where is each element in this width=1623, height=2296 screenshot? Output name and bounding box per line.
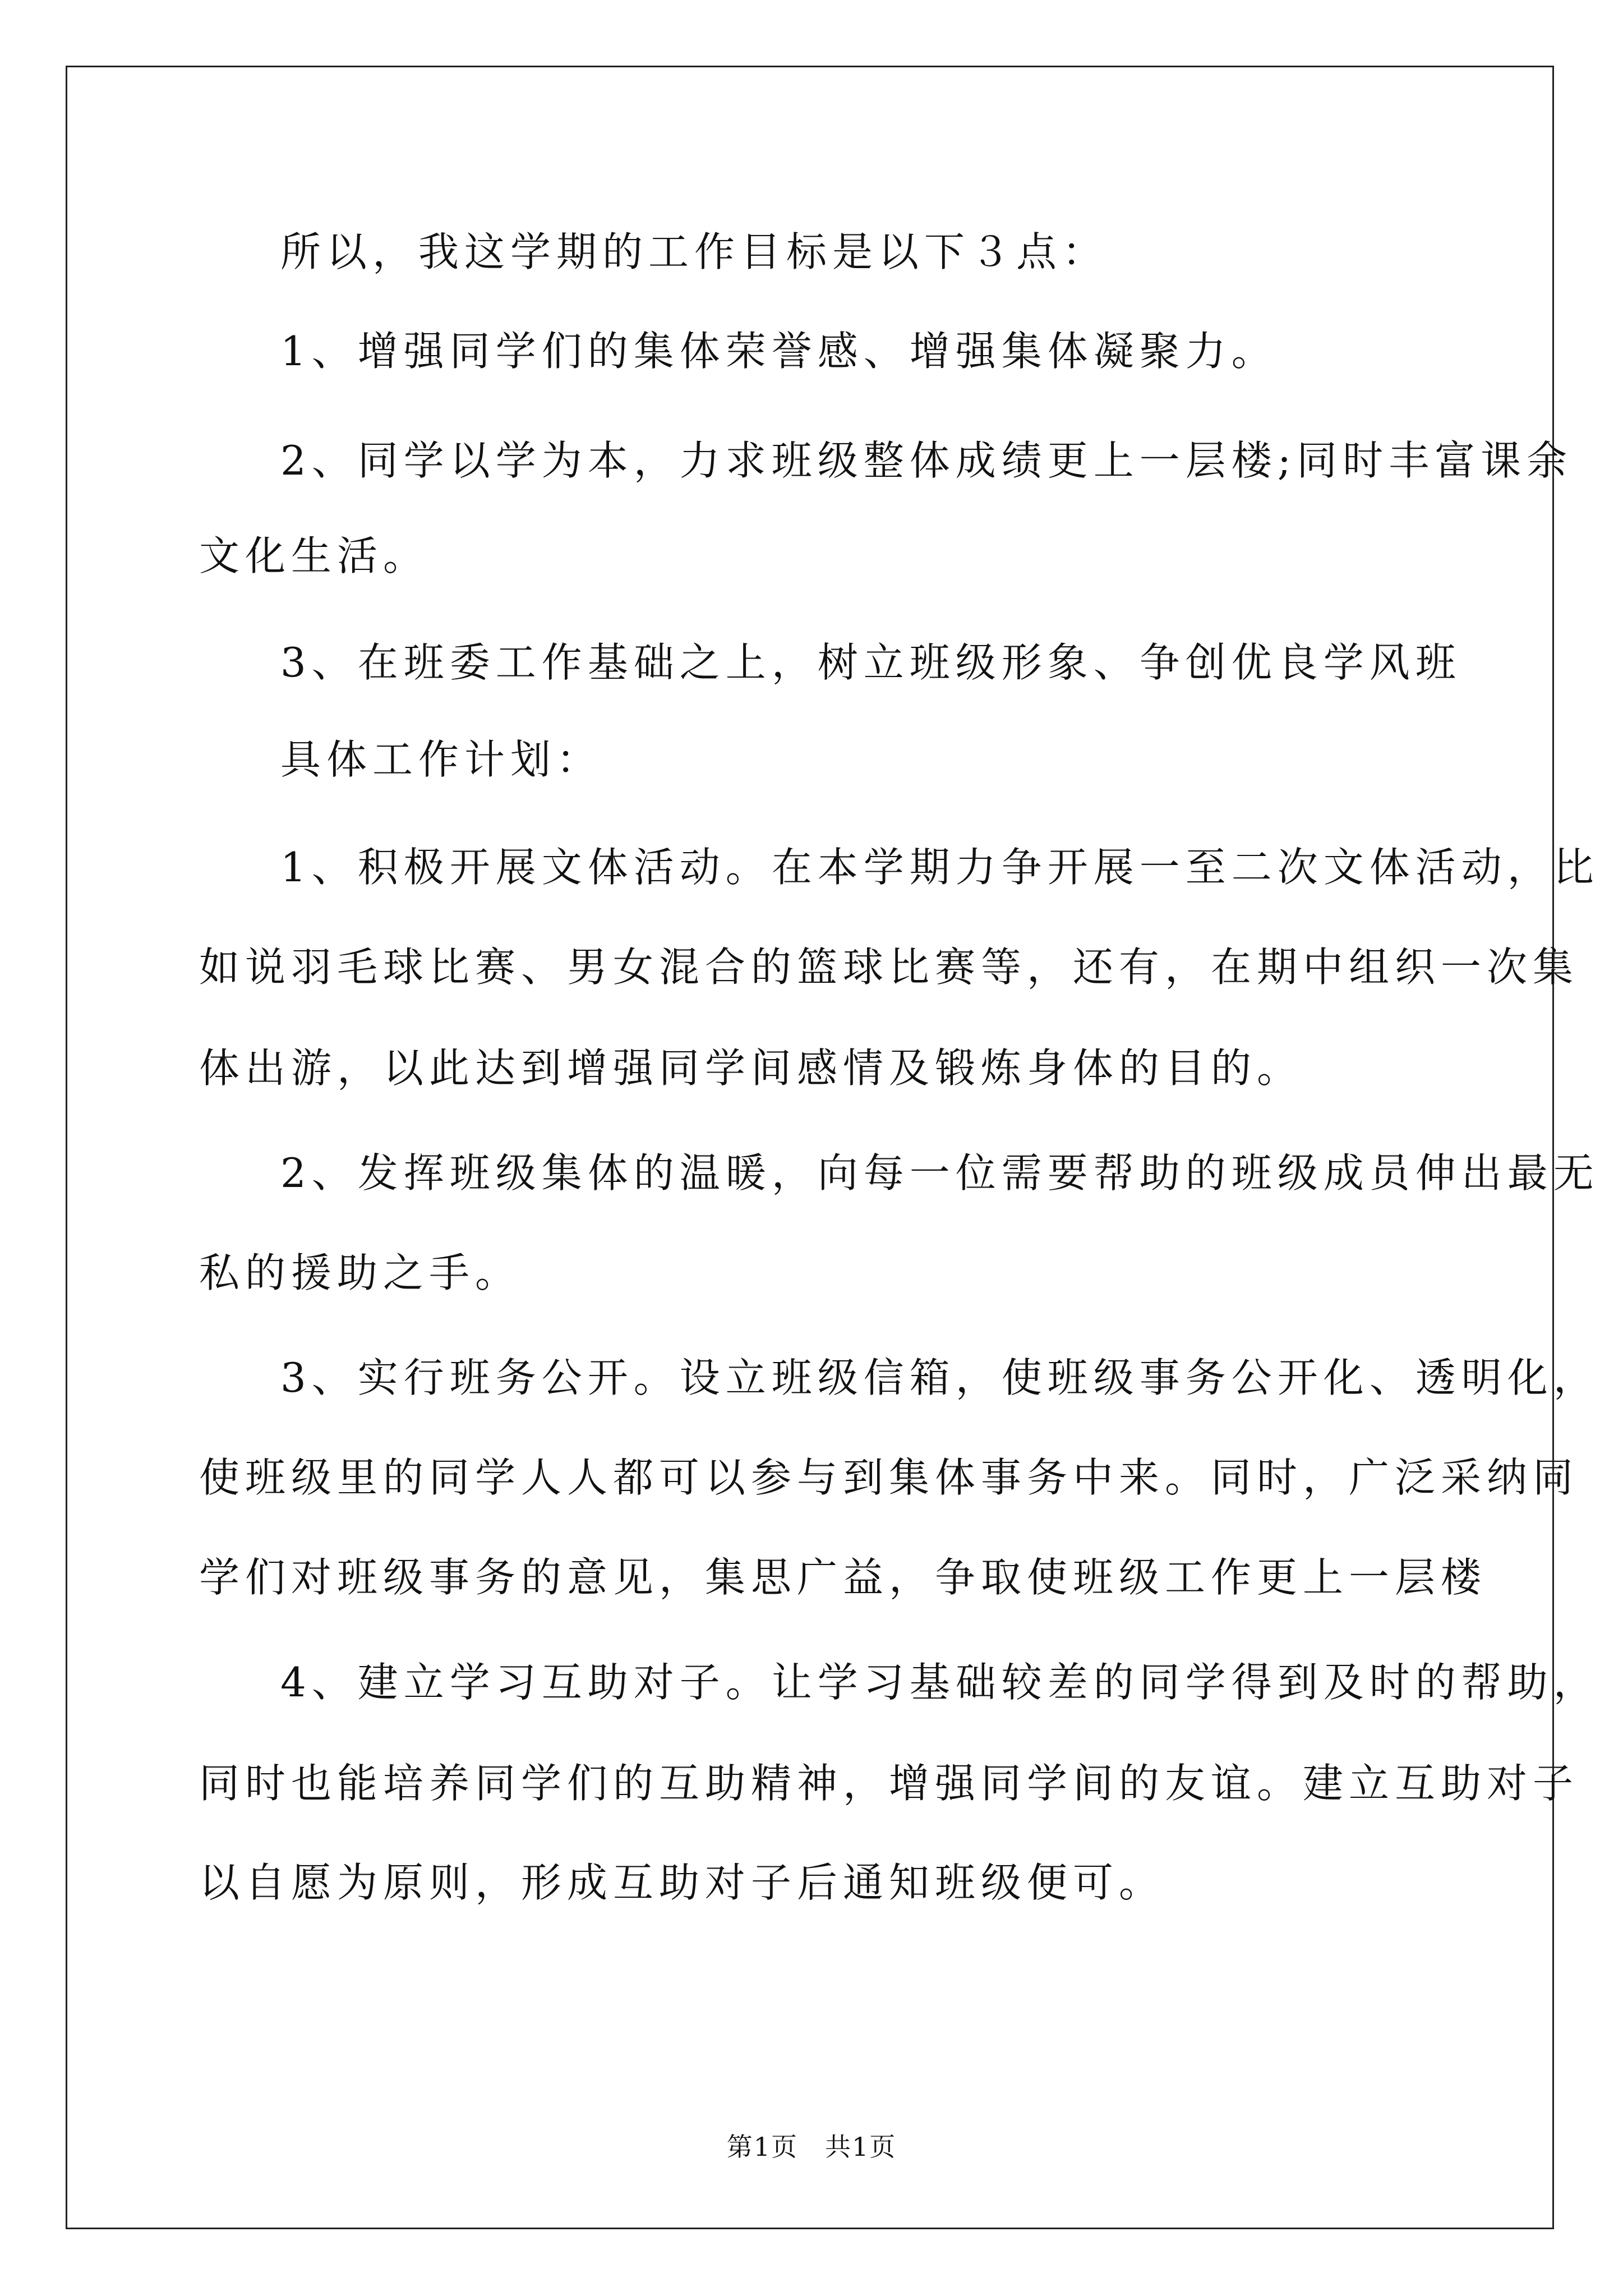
plan-item-4-line-1: 4、建立学习互助对子。让学习基础较差的同学得到及时的帮助， [280,1659,1599,1706]
plan-item-3-line-2: 使班级里的同学人人都可以参与到集体事务中来。同时，广泛采纳同 [199,1454,1579,1501]
plan-item-1-line-1: 1、积极开展文体活动。在本学期力争开展一至二次文体活动，比 [280,844,1599,891]
plan-item-3-line-3: 学们对班级事务的意见，集思广益，争取使班级工作更上一层楼 [199,1554,1487,1601]
plan-item-3-line-1: 3、实行班务公开。设立班级信箱，使班级事务公开化、透明化， [280,1354,1599,1401]
paragraph-intro: 所以，我这学期的工作目标是以下３点： [280,228,1109,275]
goal-item-1: 1、增强同学们的集体荣誉感、增强集体凝聚力。 [280,328,1278,375]
goal-item-2-line-1: 2、同学以学为本，力求班级整体成绩更上一层楼;同时丰富课余 [280,437,1573,484]
plan-item-4-line-3: 以自愿为原则，形成互助对子后通知班级便可。 [199,1859,1165,1906]
goal-item-2-line-2: 文化生活。 [199,532,430,579]
plan-item-4-line-2: 同时也能培养同学们的互助精神，增强同学间的友谊。建立互助对子 [199,1760,1579,1807]
page-number-footer: 第1页 共1页 [726,2132,897,2162]
plan-heading: 具体工作计划： [280,736,603,783]
plan-item-1-line-2: 如说羽毛球比赛、男女混合的篮球比赛等，还有，在期中组织一次集 [199,944,1579,991]
plan-item-2-line-1: 2、发挥班级集体的温暖，向每一位需要帮助的班级成员伸出最无 [280,1149,1599,1197]
plan-item-2-line-2: 私的援助之手。 [199,1249,522,1296]
plan-item-1-line-3: 体出游，以此达到增强同学间感情及锻炼身体的目的。 [199,1045,1303,1092]
goal-item-3: 3、在班委工作基础之上，树立班级形象、争创优良学风班 [280,639,1461,686]
